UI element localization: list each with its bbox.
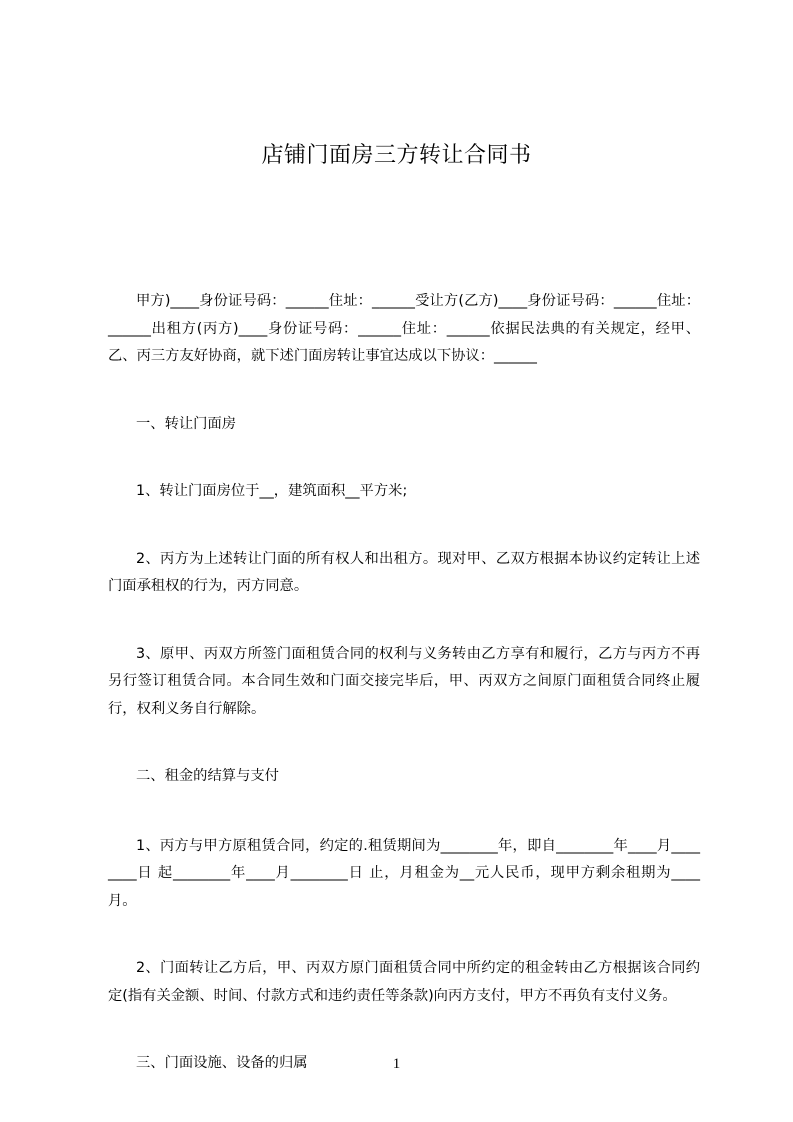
clause-1-2: 2、丙方为上述转让门面的所有权人和出租方。现对甲、乙双方根据本协议约定转让上述门面承租权的行为，丙方同意。	[108, 550, 700, 594]
clause-1-1: 1、转让门面房位于__，建筑面积__平方米;	[136, 483, 408, 499]
section-heading-transfer: 一、转让门面房	[136, 415, 237, 432]
clause-2-1: 1、丙方与甲方原租赁合同，约定的.租赁期间为________年，即自________年____月________日 起________年____月________日 止，月租金为__元人民币，现甲方剩余租期为____月。	[108, 837, 700, 909]
section-heading-facilities: 三、门面设施、设备的归属	[136, 1055, 308, 1071]
section-heading-rent: 二、租金的结算与支付	[136, 768, 279, 784]
document-body	[108, 288, 700, 1078]
clause-2-2: 2、门面转让乙方后，甲、丙双方原门面租赁合同中所约定的租金转由乙方根据该合同约定(指有关金额、时间、付款方式和违约责任等条款)向丙方支付，甲方不再负有支付义务。	[108, 960, 700, 1004]
document-title: 店铺门面房三方转让合同书	[261, 143, 532, 168]
intro-paragraph: 甲方)____身份证号码：______住址：______受让方(乙方)____身份证号码：______住址：______出租方(丙方)____身份证号码：______住址：______依据民法典的有关规定，经甲、乙、丙三方友好协商，就下述门面房转让事宜达成以下协议：______	[108, 293, 700, 364]
clause-1-3: 3、原甲、丙双方所签门面租赁合同的权利与义务转由乙方享有和履行，乙方与丙方不再另行签订租赁合同。本合同生效和门面交接完毕后，甲、丙双方之间原门面租赁合同终止履行，权利义务自行解除。	[108, 645, 700, 717]
page-number: 1	[392, 1056, 401, 1072]
